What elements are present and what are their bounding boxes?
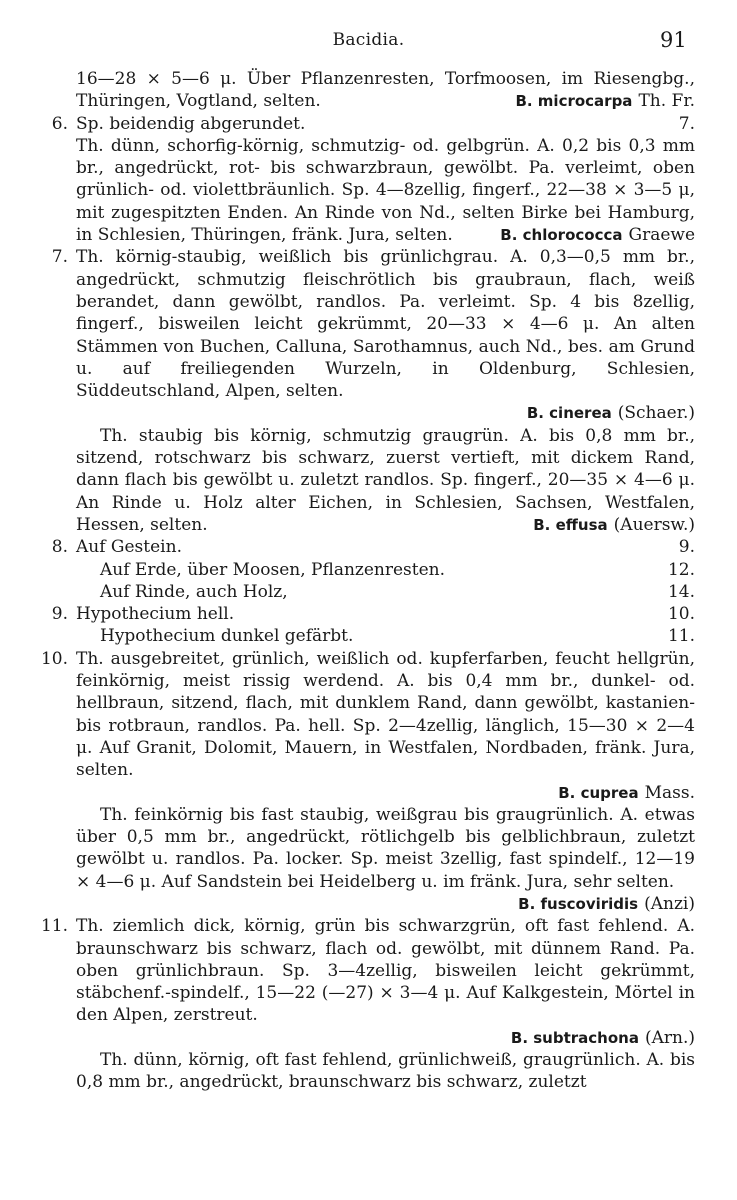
description-text — [76, 648, 695, 804]
page-number: 91 — [660, 28, 687, 52]
description-body: Th. körnig-staubig, weißlich bis grünlichgrau. A. 0,3—0,5 mm br., angedrückt, schmutzig fleischrötlich bis graubraun, flach, weiß berandet, dann gewölbt, randlos. Pa. verleimt. Sp. 4 bis 8zellig, fingerf., bisweilen leicht gekrümmt, 20—33 × 4—6 μ. An alten Stämmen von Buchen, Calluna, Sarothamnus, auch Nd., bes. am Grund u. auf freiliegenden Wurzeln, in Oldenburg, Schlesien, Süddeutschland, Alpen, selten. — [76, 247, 695, 402]
description-text — [76, 68, 695, 113]
description-body: Th. staubig bis körnig, schmutzig graugrün. A. bis 0,8 mm br., sitzend, rotschwarz bis schwarz, zuerst vertieft, mit dickem Rand, dann flach bis gewölbt u. zuletzt randlos. Sp. fingerf., 20—35 × 4—6 μ. An Rinde u. Holz alter Eichen, in Schlesien, Sachsen, Westfalen, Hessen, selten. — [76, 425, 695, 535]
description-paragraph — [40, 135, 695, 246]
description-text — [76, 135, 695, 246]
description-body: Th. feinkörnig bis fast staubig, weißgrau bis graugrünlich. A. etwas über 0,5 mm br., angedrückt, rötlichgelb bis gelblichbraun, zuletzt gewölbt u. randlos. Pa. locker. Sp. meist 3zellig, fast spindelf., 12—19 × 4—6 μ. Auf Sandstein bei Heidelberg u. im fränk. Jura, sehr selten. — [76, 804, 695, 892]
species-author: Mass. — [644, 782, 695, 803]
description-paragraph — [40, 648, 695, 804]
key-lead-text: Hypothecium hell. — [76, 604, 235, 625]
species-entry — [500, 224, 695, 246]
running-title: Bacidia. — [332, 30, 405, 50]
key-line — [40, 113, 695, 135]
species-line — [76, 782, 695, 804]
description-paragraph — [40, 915, 695, 1049]
species-name: B. cuprea — [558, 783, 639, 802]
couplet-number: 10. — [40, 648, 68, 669]
key-lead-text: Hypothecium dunkel gefärbt. — [100, 626, 354, 647]
species-entry — [494, 893, 695, 915]
description-paragraph — [40, 246, 695, 424]
species-name: B. fuscoviridis — [518, 894, 639, 913]
key-lead-text: Sp. beidendig abgerundet. — [76, 113, 306, 134]
key-lead-text: Auf Gestein. — [76, 537, 182, 558]
description-text — [76, 1049, 695, 1094]
key-target-number: 7. — [678, 113, 695, 134]
description-body: Th. ausgebreitet, grünlich, weißlich od. kupferfarben, feucht hellgrün, feinkörnig, meist rissig werdend. A. bis 0,4 mm br., dunkel- od. hellbraun, sitzend, flach, mit dunklem Rand, dann gewölbt, kastanien- bis rotbraun, randlos. Pa. hell. Sp. 2—4zellig, länglich, 15—30 × 2—4 μ. Auf Granit, Dolomit, Mauern, in Westfalen, Nordbaden, fränk. Jura, selten. — [76, 648, 695, 781]
key-line — [40, 559, 695, 581]
key-lead-text: Auf Erde, über Moosen, Pflanzenresten. — [100, 559, 446, 580]
species-author: (Auersw.) — [613, 514, 695, 535]
species-name: B. cinerea — [526, 404, 612, 423]
species-name: B. chlorococca — [500, 226, 623, 245]
species-entry — [509, 514, 695, 536]
couplet-number: 8. — [51, 537, 68, 558]
species-author: Graewe — [628, 225, 695, 246]
species-author: Th. Fr. — [638, 91, 695, 112]
description-body: Th. ziemlich dick, körnig, grün bis schwarzgrün, oft fast fehlend. A. braunschwarz bis schwarz, flach od. gewölbt, mit dünnem Rand. Pa. oben grünlichbraun. Sp. 3—4zellig, bisweilen leicht gekrümmt, stäbchenf.-spindelf., 15—22 (—27) × 3—4 μ. Auf Kalkgestein, Mörtel in den Alpen, zerstreut. — [76, 916, 695, 1026]
key-target-number: 11. — [667, 626, 695, 647]
key-target-number: 14. — [667, 581, 695, 602]
species-author: (Anzi) — [644, 893, 695, 914]
species-entry — [515, 90, 695, 112]
key-line — [40, 536, 695, 558]
key-target-number: 10. — [667, 604, 695, 625]
key-line — [40, 625, 695, 647]
description-paragraph — [40, 1049, 695, 1094]
couplet-number: 9. — [51, 604, 68, 625]
key-target-number: 12. — [667, 559, 695, 580]
species-line — [76, 1027, 695, 1049]
description-paragraph — [40, 804, 695, 915]
key-lead-text: Auf Rinde, auch Holz, — [100, 581, 288, 602]
description-body: Th. dünn, körnig, oft fast fehlend, grünlichweiß, graugrünlich. A. bis 0,8 mm br., angedrückt, braunschwarz bis schwarz, zuletzt — [76, 1050, 695, 1093]
description-text — [76, 804, 695, 915]
description-text — [76, 246, 695, 424]
species-name: B. effusa — [533, 515, 608, 534]
species-entry — [558, 783, 695, 803]
species-name: B. microcarpa — [515, 92, 633, 111]
description-body: Th. dünn, schorfig-körnig, schmutzig- od. gelbgrün. A. 0,2 bis 0,3 mm br., angedrückt, rot- bis schwarzbraun, gewölbt. Pa. verleimt, oben grünlich- od. violettbräunlich. Sp. 4—8zellig, fingerf., 22—38 × 3—5 μ, mit zugespitzten Enden. An Rinde von Nd., selten Birke bei Hamburg, in Schlesien, Thüringen, fränk. Jura, selten. — [76, 135, 695, 246]
key-line — [40, 603, 695, 625]
description-body: 16—28 × 5—6 μ. Über Pflanzenresten, Torfmoosen, im Riesengbg., Thüringen, Vogtland, selten. — [76, 69, 695, 112]
species-entry — [527, 403, 695, 423]
key-target-number: 9. — [678, 537, 695, 558]
species-author: (Schaer.) — [617, 403, 695, 424]
species-author: (Arn.) — [644, 1027, 695, 1048]
description-paragraph — [40, 425, 695, 536]
description-text — [76, 425, 695, 536]
species-entry — [511, 1028, 695, 1048]
couplet-number: 7. — [51, 247, 68, 268]
species-line — [76, 402, 695, 424]
key-line — [40, 581, 695, 603]
couplet-number: 11. — [40, 916, 68, 937]
couplet-number: 6. — [51, 113, 68, 134]
species-name: B. subtrachona — [510, 1028, 639, 1047]
description-text — [76, 915, 695, 1049]
key-text — [40, 68, 695, 1094]
description-paragraph — [40, 68, 695, 113]
